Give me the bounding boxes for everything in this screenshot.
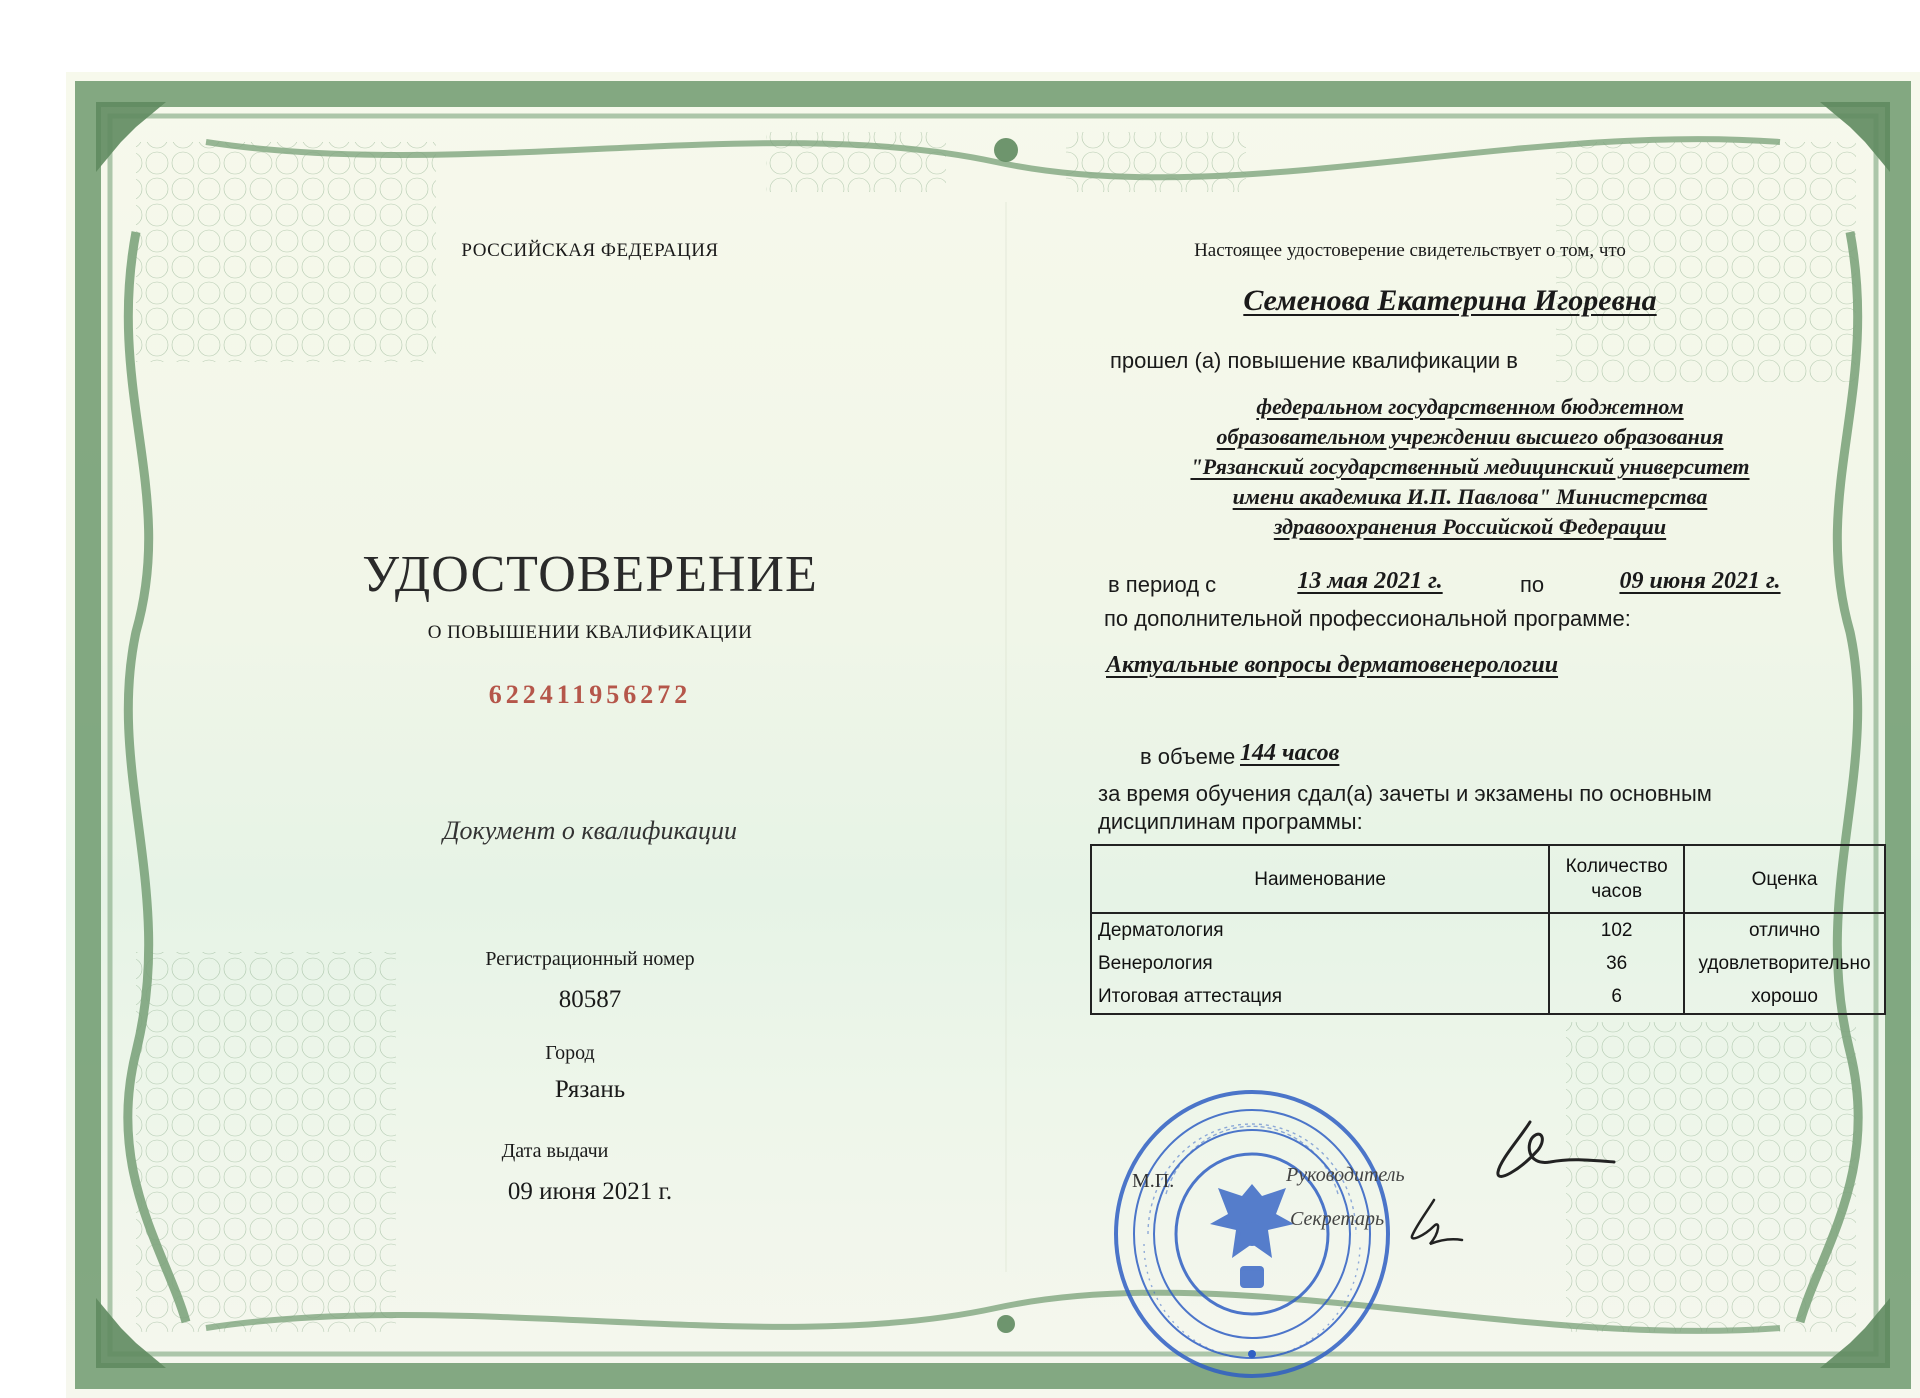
cell-name: Венерология <box>1091 947 1549 980</box>
exams-line: дисциплинам программы: <box>1098 809 1363 834</box>
exams-text <box>1098 780 1898 836</box>
reg-number-label: Регистрационный номер <box>485 948 695 970</box>
document-type: Документ о квалификации <box>443 816 737 845</box>
program-title: Актуальные вопросы дерматовенерологии <box>1106 652 1559 678</box>
period-to-label: по <box>1520 572 1545 597</box>
head-signature <box>1490 1110 1620 1190</box>
guilloche-border <box>66 72 1920 1398</box>
table-row <box>1091 980 1885 1014</box>
official-seal <box>1108 1084 1396 1380</box>
issue-date-label: Дата выдачи <box>501 1140 609 1162</box>
country-label: РОССИЙСКАЯ ФЕДЕРАЦИЯ <box>461 240 719 261</box>
program-label: по дополнительной профессиональной программе: <box>1104 606 1631 631</box>
cell-name: Итоговая аттестация <box>1091 980 1549 1014</box>
holder-name: Семенова Екатерина Игоревна <box>1243 284 1657 317</box>
document-subtitle: О ПОВЫШЕНИИ КВАЛИФИКАЦИИ <box>427 622 753 643</box>
grades-table <box>1090 844 1886 1015</box>
city-value: Рязань <box>554 1076 626 1103</box>
exams-line: за время обучения сдал(а) зачеты и экзамены по основным <box>1098 781 1712 806</box>
document-title: УДОСТОВЕРЕНИЕ <box>362 546 818 603</box>
secretary-label: Секретарь <box>1290 1208 1385 1230</box>
cell-hours: 6 <box>1549 980 1684 1014</box>
certificate-sheet <box>66 72 1920 1398</box>
city-label: Город <box>545 1042 595 1064</box>
issue-date-value: 09 июня 2021 г. <box>507 1178 673 1205</box>
cell-grade: отлично <box>1684 913 1885 947</box>
serial-number: 622411956272 <box>488 680 692 709</box>
cell-hours: 36 <box>1549 947 1684 980</box>
secretary-signature <box>1400 1196 1470 1256</box>
period-from: 13 мая 2021 г. <box>1297 568 1443 594</box>
table-row <box>1091 947 1885 980</box>
period-label: в период с <box>1108 572 1217 597</box>
mp-label: М.П. <box>1132 1170 1175 1192</box>
reg-number-value: 80587 <box>558 986 622 1013</box>
institution-line: здравоохранения Российской Федерации <box>1273 514 1667 539</box>
table-header-row <box>1091 845 1885 913</box>
institution-line: образовательном учреждении высшего образования <box>1216 424 1724 449</box>
cell-grade: хорошо <box>1684 980 1885 1014</box>
eagle-emblem-icon <box>1210 1184 1294 1288</box>
cell-grade: удовлетворительно <box>1684 947 1885 980</box>
institution-block <box>1090 392 1850 542</box>
cell-hours: 102 <box>1549 913 1684 947</box>
volume-value: 144 часов <box>1240 740 1340 766</box>
header-name: Наименование <box>1091 845 1549 913</box>
passed-text: прошел (а) повышение квалификации в <box>1110 348 1518 373</box>
volume-label: в объеме <box>1140 744 1236 769</box>
header-grade: Оценка <box>1684 845 1885 913</box>
period-to: 09 июня 2021 г. <box>1619 568 1781 594</box>
table-row <box>1091 913 1885 947</box>
institution-line: имени академика И.П. Павлова" Министерства <box>1232 484 1708 509</box>
cell-name: Дерматология <box>1091 913 1549 947</box>
header-hours: Количество часов <box>1549 845 1684 913</box>
head-label: Руководитель <box>1286 1164 1405 1186</box>
institution-line: федеральном государственном бюджетном <box>1256 394 1684 419</box>
institution-line: "Рязанский государственный медицинский университет <box>1190 454 1750 479</box>
intro-text: Настоящее удостоверение свидетельствует о том, что <box>1194 240 1626 261</box>
